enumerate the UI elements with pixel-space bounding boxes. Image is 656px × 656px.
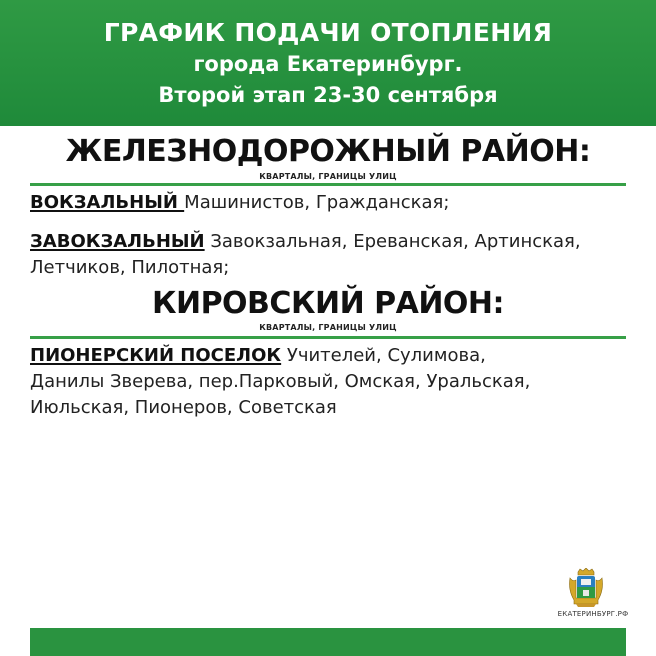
district-title-zheleznodorozhny: ЖЕЛЕЗНОДОРОЖНЫЙ РАЙОН: (65, 134, 591, 169)
district-subtitle: КВАРТАЛЫ, ГРАНИЦЫ УЛИЦ (259, 172, 397, 181)
header-city: города Екатеринбург. (193, 52, 463, 76)
header-title: ГРАФИК ПОДАЧИ ОТОПЛЕНИЯ (103, 18, 553, 47)
quarter-name: ПИОНЕРСКИЙ ПОСЕЛОК (30, 345, 282, 366)
entry-zavokzalny (30, 229, 630, 281)
street-list: Учителей, Сулимова, Данилы Зверева, пер.Парковый, Омская, Уральская, Июльская, Пионеров, Советская (30, 345, 531, 418)
street-list: Завокзальная, Ереванская, Артинская, Летчиков, Пилотная; (30, 231, 581, 278)
street-list: Машинистов, Гражданская; (184, 192, 450, 213)
ekaterinburg-coat-of-arms-icon (566, 568, 606, 608)
entry-vokzalny (30, 190, 630, 216)
header-stage: Второй этап 23-30 сентября (158, 83, 498, 107)
district-subtitle: КВАРТАЛЫ, ГРАНИЦЫ УЛИЦ (259, 323, 397, 332)
divider-line (30, 336, 626, 339)
site-label: ЕКАТЕРИНБУРГ.РФ (557, 610, 629, 618)
divider-line (30, 183, 626, 186)
quarter-name: ВОКЗАЛЬНЫЙ (30, 192, 185, 213)
district-title-kirovsky: КИРОВСКИЙ РАЙОН: (151, 286, 505, 321)
entry-pionersky (30, 343, 550, 421)
header-banner (0, 0, 656, 126)
quarter-name: ЗАВОКЗАЛЬНЫЙ (30, 231, 205, 252)
footer-bar (30, 628, 626, 656)
